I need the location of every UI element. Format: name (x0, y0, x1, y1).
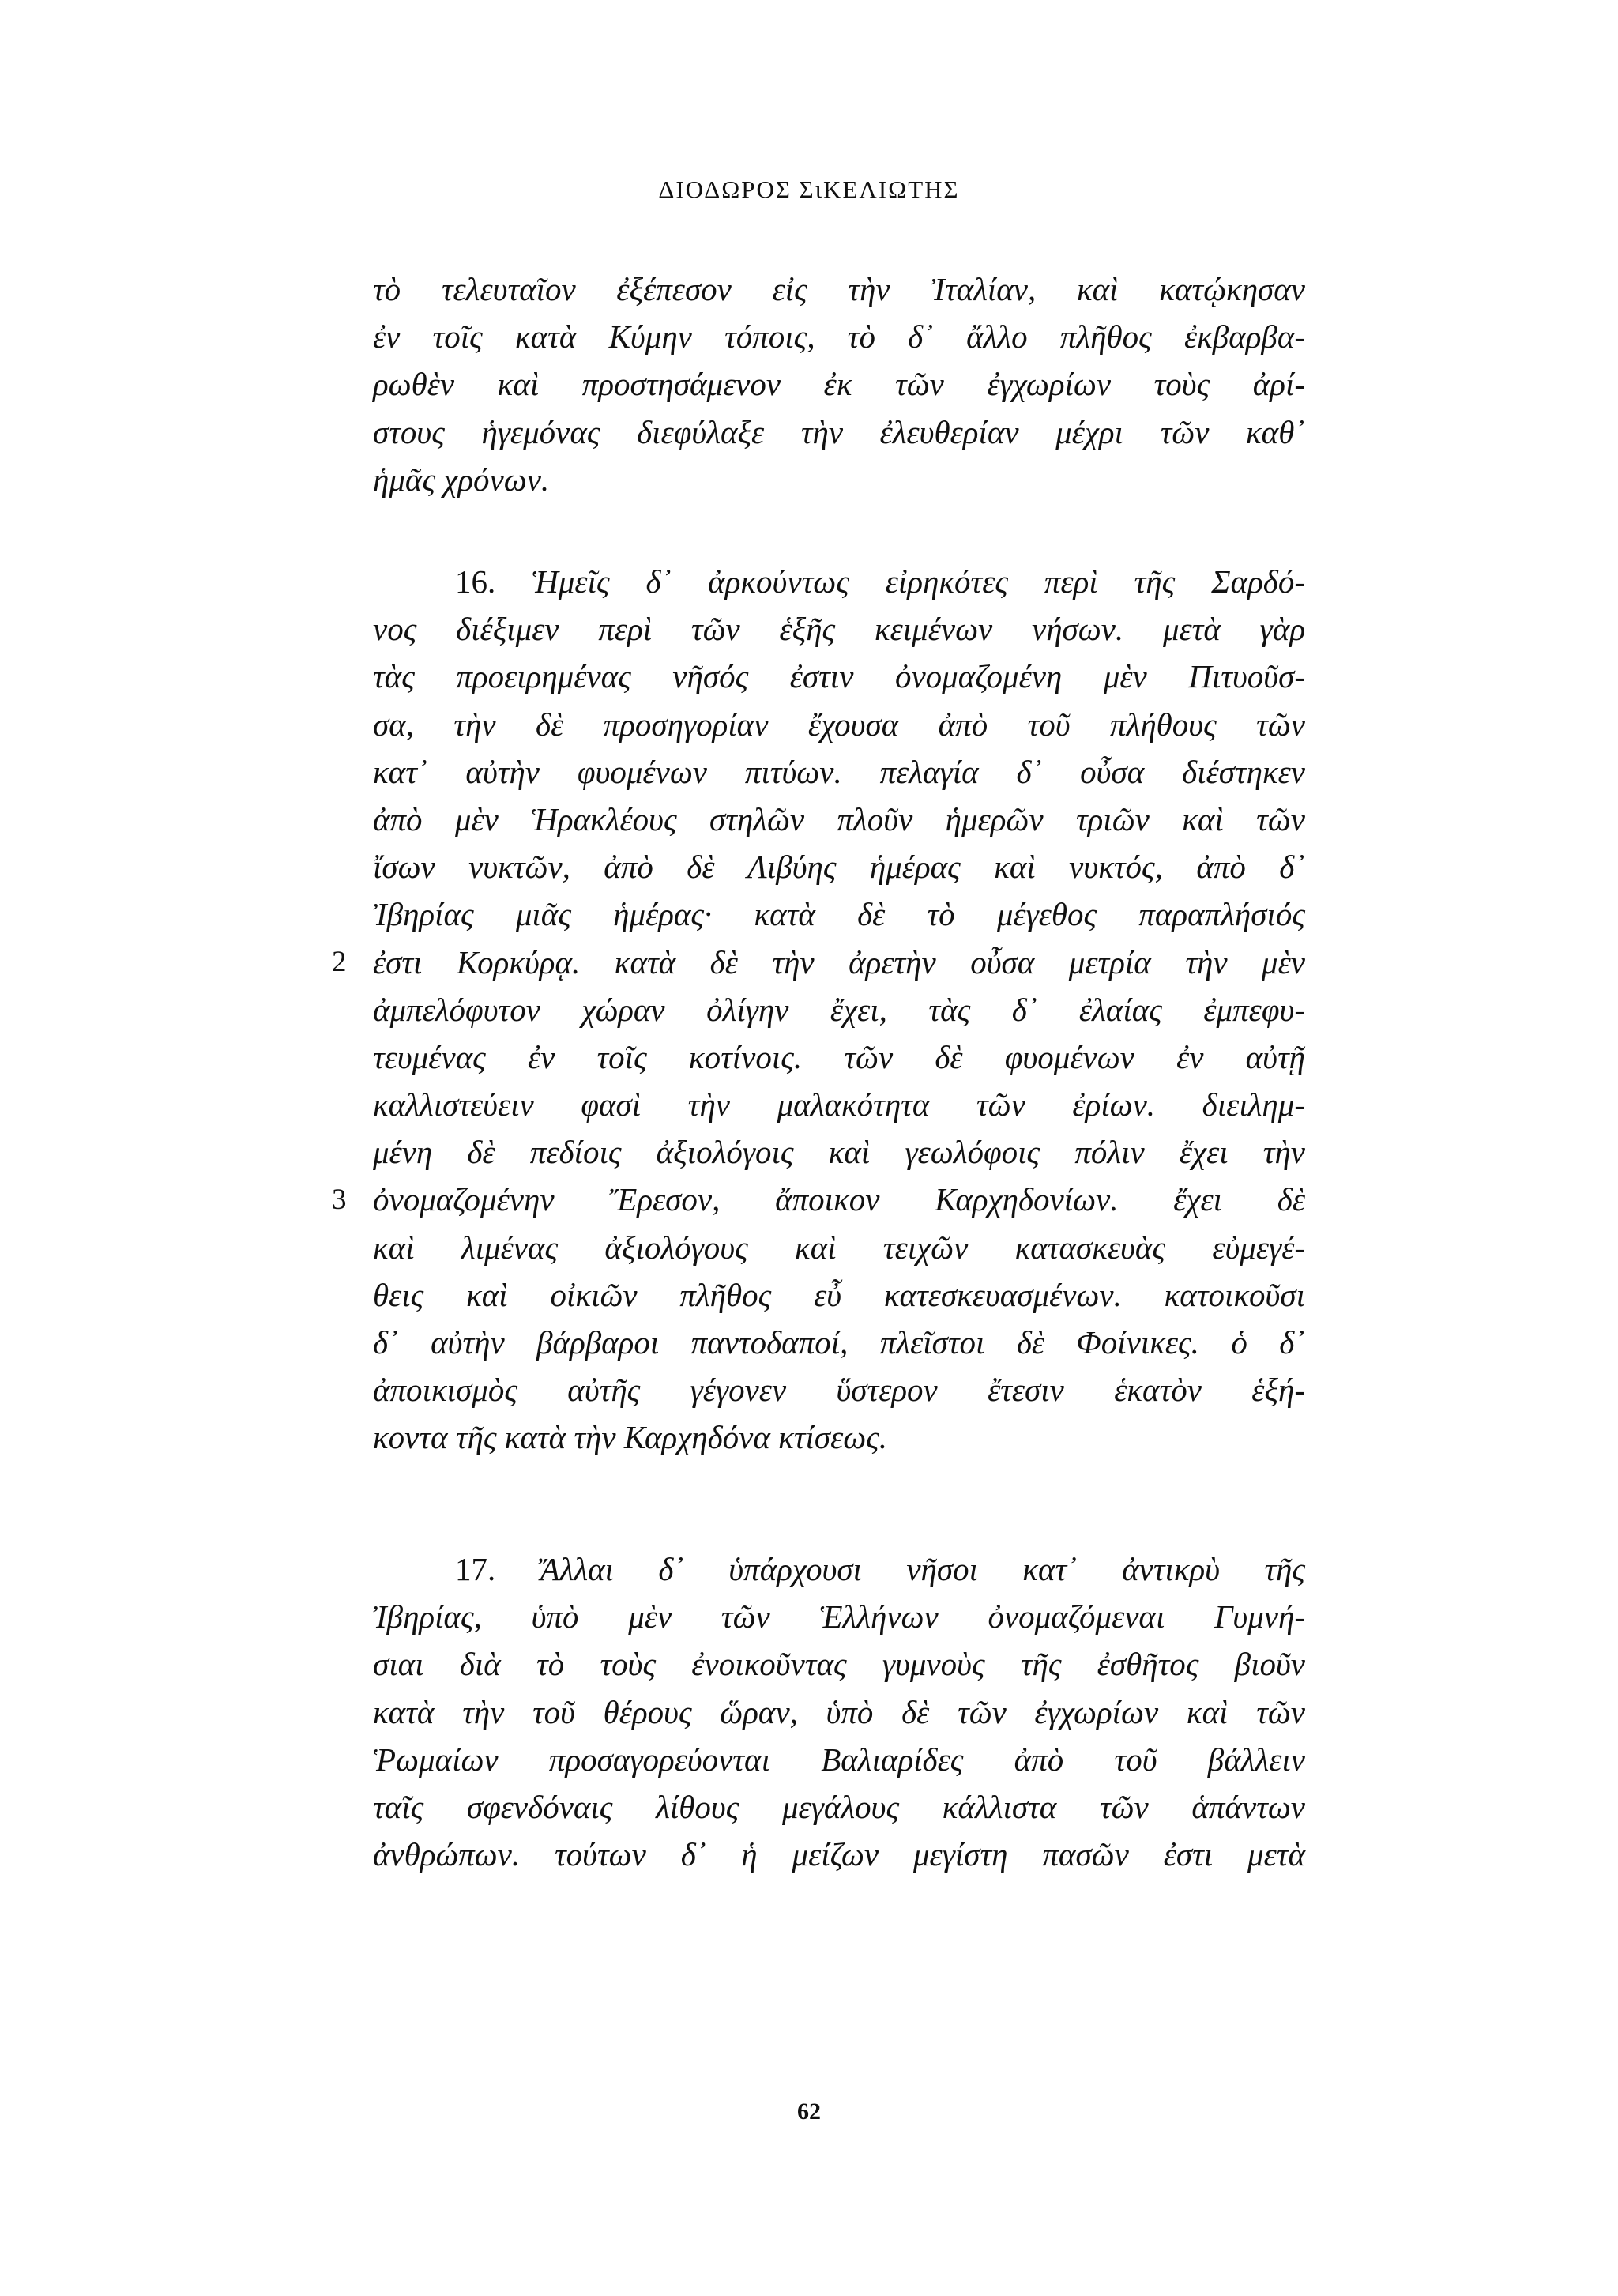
running-head: ΔΙΟΔΩΡΟΣ ΣιΚΕΛΙΩΤΗΣ (658, 175, 960, 203)
section-first-line (373, 558, 1305, 605)
section-number: 16. (455, 563, 496, 600)
text-line: ἐν τοῖς κατὰ Κύμην τόποις, τὸ δ᾿ ἄλλο πλῆθος ἐκβαρβα- (373, 318, 1305, 356)
text-line: ἡμᾶς χρόνων. (373, 461, 550, 498)
text-line: Ῥωμαίων προσαγορεύονται Βαλιαρίδες ἀπὸ τοῦ βάλλειν (373, 1741, 1305, 1778)
text-line: καὶ λιμένας ἀξιολόγους καὶ τειχῶν κατασκευὰς εὐμεγέ- (373, 1229, 1305, 1266)
text-line: καλλιστεύειν φασὶ τὴν μαλακότητα τῶν ἐρίων. διειλημ- (373, 1086, 1305, 1124)
text-line: κατὰ τὴν τοῦ θέρους ὥραν, ὑπὸ δὲ τῶν ἐγχωρίων καὶ τῶν (373, 1693, 1305, 1730)
text-line: Ἰβηρίας, ὑπὸ μὲν τῶν Ἑλλήνων ὀνομαζόμεναι Γυμνή- (373, 1598, 1305, 1635)
text-line: σιαι διὰ τὸ τοὺς ἐνοικοῦντας γυμνοὺς τῆς ἐσθῆτος βιοῦν (373, 1646, 1305, 1683)
text-line: θεις καὶ οἰκιῶν πλῆθος εὖ κατεσκευασμένων. κατοικοῦσι (373, 1276, 1305, 1313)
text-line: τευμένας ἐν τοῖς κοτίνοις. τῶν δὲ φυομένων ἐν αὐτῇ (373, 1038, 1305, 1075)
text-line: δ᾿ αὐτὴν βάρβαροι παντοδαποί, πλεῖστοι δὲ Φοίνικες. ὁ δ᾿ (373, 1324, 1305, 1361)
section-first-line (373, 1545, 1305, 1593)
text-line: στους ἡγεμόνας διεφύλαξε τὴν ἐλευθερίαν μέχρι τῶν καθ᾿ (373, 413, 1305, 450)
text-line: ἀμπελόφυτον χώραν ὀλίγην ἔχει, τὰς δ᾿ ἐλαίας ἐμπεφυ- (373, 991, 1305, 1028)
text-line: κοντα τῆς κατὰ τὴν Καρχηδόνα κτίσεως. (373, 1419, 888, 1456)
text-line: ἀπὸ μὲν Ἡρακλέους στηλῶν πλοῦν ἡμερῶν τριῶν καὶ τῶν (373, 800, 1305, 837)
margin-number: 2 (332, 946, 347, 978)
section-number: 17. (455, 1551, 496, 1587)
text-line: ταῖς σφενδόναις λίθους μεγάλους κάλλιστα τῶν ἁπάντων (373, 1788, 1305, 1825)
section-opening-text: Ἄλλαι δ᾿ ὑπάρχουσι νῆσοι κατ᾿ ἀντικρὺ τῆς (540, 1551, 1306, 1587)
section-opening-text: Ἡμεῖς δ᾿ ἀρκούντως εἰρηκότες περὶ τῆς Σαρδό- (532, 563, 1306, 600)
text-line: ἀνθρώπων. τούτων δ᾿ ἡ μείζων μεγίστη πασῶν ἐστι μετὰ (373, 1836, 1305, 1873)
margin-number: 3 (332, 1184, 347, 1216)
text-line: ρωθὲν καὶ προστησάμενον ἐκ τῶν ἐγχωρίων τοὺς ἀρί- (373, 366, 1305, 403)
text-line: ἀποικισμὸς αὐτῆς γέγονεν ὕστερον ἔτεσιν ἑκατὸν ἑξή- (373, 1372, 1305, 1409)
text-line: μένη δὲ πεδίοις ἀξιολόγοις καὶ γεωλόφοις πόλιν ἔχει τὴν (373, 1134, 1305, 1171)
text-line: Ἰβηρίας μιᾶς ἡμέρας· κατὰ δὲ τὸ μέγεθος παραπλήσιός (373, 896, 1305, 933)
text-line: τὸ τελευταῖον ἐξέπεσον εἰς τὴν Ἰταλίαν, καὶ κατῴκησαν (373, 271, 1305, 307)
passage-continuation (373, 265, 1305, 503)
text-line: ἐστι Κορκύρᾳ. κατὰ δὲ τὴν ἀρετὴν οὖσα μετρία τὴν μὲν (373, 943, 1305, 981)
text-line: νος διέξιμεν περὶ τῶν ἑξῆς κειμένων νήσων. μετὰ γὰρ (373, 611, 1305, 648)
text-line: τὰς προειρημένας νῆσός ἐστιν ὀνομαζομένη μὲν Πιτυοῦσ- (373, 658, 1305, 695)
section-16 (373, 558, 1305, 1462)
text-line: κατ᾿ αὐτὴν φυομένων πιτύων. πελαγία δ᾿ οὖσα διέστηκεν (373, 753, 1305, 790)
text-line: ἴσων νυκτῶν, ἀπὸ δὲ Λιβύης ἡμέρας καὶ νυκτός, ἀπὸ δ᾿ (373, 849, 1305, 886)
text-line: σα, τὴν δὲ προσηγορίαν ἔχουσα ἀπὸ τοῦ πλήθους τῶν (373, 706, 1305, 743)
section-17 (373, 1545, 1305, 1878)
page-number: 62 (797, 2098, 821, 2125)
text-line: ὀνομαζομένην Ἔρεσον, ἄποικον Καρχηδονίων. ἔχει δὲ (373, 1181, 1305, 1218)
